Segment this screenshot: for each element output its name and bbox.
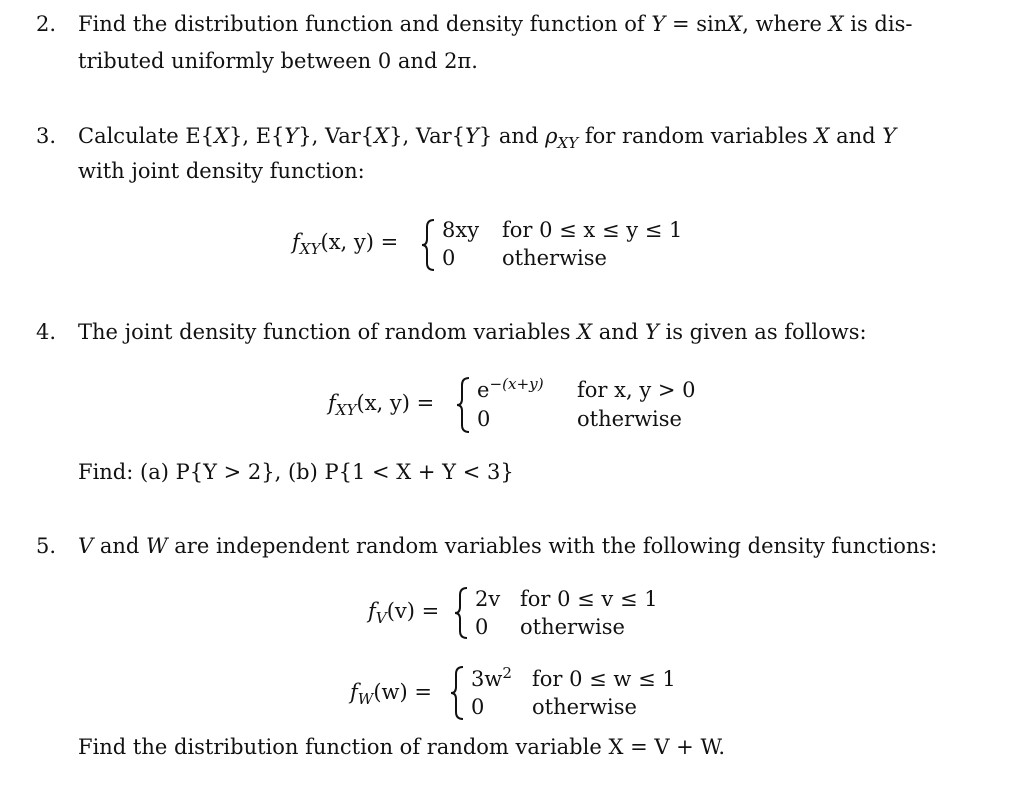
problem-2-line-1: Find the distribution function and density function of Y = sinX, where X is dis- — [78, 12, 913, 36]
problem-4-case-2-value: 0 — [477, 407, 491, 431]
problem-5-w-case-2-value: 0 — [471, 695, 485, 719]
problem-4-case-1-condition: for x, y > 0 — [577, 378, 696, 402]
problem-5-w-case-2-condition: otherwise — [532, 695, 637, 719]
problem-3-case-2-value: 0 — [442, 246, 456, 270]
problem-2-number: 2. — [36, 12, 57, 36]
problem-3-number: 3. — [36, 124, 57, 148]
problem-5-number: 5. — [36, 534, 57, 558]
problem-3-line-2: with joint density function: — [78, 159, 365, 183]
problem-3-equation-lhs: $f_{XY}(x$, y) = — [292, 230, 399, 259]
problem-3-case-1-condition: for 0 ≤ x ≤ y ≤ 1 — [502, 218, 683, 242]
problem-4-find: Find: (a) P{Y > 2}, (b) P{1 < X + Y < 3} — [78, 460, 514, 484]
problem-5-final: Find the distribution function of random variable X = V + W. — [78, 735, 726, 759]
problem-5-v-case-2-condition: otherwise — [520, 615, 625, 639]
problem-4-number: 4. — [36, 320, 57, 344]
problem-4-case-1-value: $e^{-(x+y)}$ — [477, 375, 544, 402]
problem-5-equation-w-lhs: $f_W(w)$ = — [350, 680, 432, 709]
problem-3-line-1: Calculate E{X}, E{Y}, Var{X}, Var{Y} and $\rho_{XY}$ for random variables X and Y — [78, 124, 897, 153]
left-brace-icon — [420, 218, 438, 272]
problem-5-v-case-1-condition: for 0 ≤ v ≤ 1 — [520, 587, 658, 611]
problem-4-case-2-condition: otherwise — [577, 407, 682, 431]
problem-5-w-case-1-value: $3w^2$ — [471, 664, 512, 691]
problem-3-case-2-condition: otherwise — [502, 246, 607, 270]
left-brace-icon — [453, 586, 471, 640]
left-brace-icon — [455, 376, 473, 434]
problem-3-case-1-value: 8xy — [442, 218, 480, 242]
problem-4-line-1: The joint density function of random variables X and Y is given as follows: — [78, 320, 867, 344]
left-brace-icon — [449, 665, 467, 721]
problem-4-equation-lhs: $f_{XY}(x$, y) = — [328, 391, 435, 420]
problem-5-w-case-1-condition: for 0 ≤ w ≤ 1 — [532, 667, 676, 691]
problem-2-line-2: tributed uniformly between 0 and 2π. — [78, 49, 478, 73]
problem-5-line-1: V and W are independent random variables with the following density functions: — [78, 534, 938, 558]
problem-5-equation-v-lhs: $f_V(v)$ = — [368, 599, 440, 628]
problem-5-v-case-2-value: 0 — [475, 615, 489, 639]
problem-5-v-case-1-value: 2v — [475, 587, 501, 611]
